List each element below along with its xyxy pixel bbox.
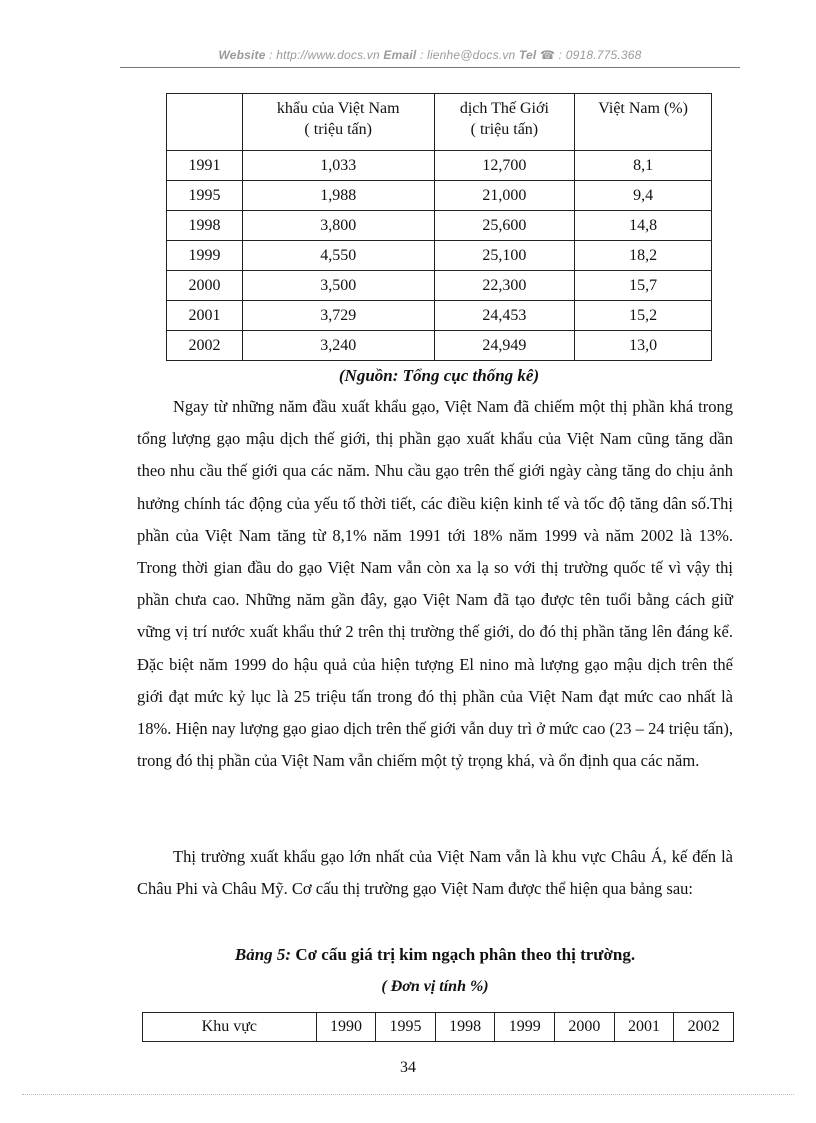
value-cell: 9,4 [575, 181, 712, 211]
table-5-caption [137, 945, 733, 965]
table-row [167, 331, 712, 361]
table-row [167, 151, 712, 181]
email-address[interactable]: : lienhe@docs.vn [416, 48, 519, 62]
rice-export-share-table [166, 93, 712, 361]
year-cell: 1991 [167, 151, 243, 181]
year-header-cell: 2000 [555, 1013, 615, 1042]
value-cell: 13,0 [575, 331, 712, 361]
table-5-title: Cơ cấu giá trị kim ngạch phân theo thị trường. [291, 945, 636, 964]
value-cell: 3,800 [242, 211, 434, 241]
year-header-cell: 2002 [674, 1013, 734, 1042]
table-header-row [143, 1013, 734, 1042]
value-cell: 24,949 [434, 331, 575, 361]
tel-label: Tel ☎ [518, 48, 556, 62]
table-row [167, 271, 712, 301]
table-header-cell [167, 94, 243, 151]
value-cell: 21,000 [434, 181, 575, 211]
table-5-label: Bảng 5: [234, 945, 292, 964]
year-header-cell: 1998 [435, 1013, 495, 1042]
value-cell: 22,300 [434, 271, 575, 301]
value-cell: 15,7 [575, 271, 712, 301]
year-cell: 1995 [167, 181, 243, 211]
table-header-row [167, 94, 712, 151]
body-paragraph-1 [137, 391, 733, 777]
table-row [167, 211, 712, 241]
value-cell: 3,729 [242, 301, 434, 331]
value-cell: 8,1 [575, 151, 712, 181]
paragraph-text: Ngay từ những năm đầu xuất khẩu gạo, Việt Nam đã chiếm một thị phần khá trong tổng lượng gạo mậu dịch thế giới, thị phần gạo xuất khẩu của Việt Nam cũng tăng dần theo nhu cầu thế giới qua các năm. Nhu cầu gạo trên thế giới ngày càng tăng do chịu ảnh hưởng chính tác động của yếu tố thời tiết, các điều kiện kinh tế và tốc độ tăng dân số.Thị phần của Việt Nam tăng từ 8,1% năm 1991 tới 18% năm 1999 và năm 2002 là 13%. Trong thời gian đầu do gạo Việt Nam vẫn còn xa lạ so với thị trường quốc tế vì vậy thị phần chưa cao. Những năm gần đây, gạo Việt Nam đã tạo được tên tuổi bằng cách giữ vững vị trí nước xuất khẩu thứ 2 trên thị trường thế giới, do đó thị phần tăng lên đáng kể. Đặc biệt năm 1999 do hậu quả của hiện tượng El nino mà lượng gạo mậu dịch trên thế giới đạt mức kỷ lục là 25 triệu tấn trong đó thị phần của Việt Nam đạt mức cao nhất là 18%. Hiện nay lượng gạo giao dịch trên thế giới vẫn duy trì ở mức cao (23 – 24 triệu tấn), trong đó thị phần của Việt Nam vẫn chiếm một tỷ trọng khá, và ổn định qua các năm. [137, 397, 733, 771]
value-cell: 3,500 [242, 271, 434, 301]
value-cell: 18,2 [575, 241, 712, 271]
body-paragraph-2 [137, 841, 733, 905]
year-cell: 2002 [167, 331, 243, 361]
year-cell: 2001 [167, 301, 243, 331]
table-header-cell: Việt Nam (%) [575, 94, 712, 151]
table-row [167, 301, 712, 331]
value-cell: 25,600 [434, 211, 575, 241]
region-header-cell: Khu vực [143, 1013, 317, 1042]
header-divider [120, 67, 740, 68]
table-header-cell: khẩu của Việt Nam ( triệu tấn) [242, 94, 434, 151]
value-cell: 3,240 [242, 331, 434, 361]
year-cell: 1999 [167, 241, 243, 271]
value-cell: 1,033 [242, 151, 434, 181]
table-5-unit: ( Đơn vị tính %) [381, 978, 489, 995]
website-url[interactable]: : http://www.docs.vn [265, 48, 384, 62]
year-header-cell: 1999 [495, 1013, 555, 1042]
value-cell: 25,100 [434, 241, 575, 271]
value-cell: 12,700 [434, 151, 575, 181]
year-header-cell: 1995 [376, 1013, 436, 1042]
table-header-cell: dịch Thế Giới ( triệu tấn) [434, 94, 575, 151]
tel-number: : 0918.775.368 [555, 48, 642, 62]
table-row [167, 241, 712, 271]
market-structure-table [142, 1012, 734, 1042]
paragraph-text: Thị trường xuất khẩu gạo lớn nhất của Việt Nam vẫn là khu vực Châu Á, kế đến là Châu Phi và Châu Mỹ. Cơ cấu thị trường gạo Việt Nam được thể hiện qua bảng sau: [137, 847, 733, 899]
value-cell: 15,2 [575, 301, 712, 331]
website-label: Website [218, 48, 266, 62]
value-cell: 1,988 [242, 181, 434, 211]
email-label: Email [383, 48, 417, 62]
year-header-cell: 2001 [614, 1013, 674, 1042]
footer-divider [22, 1094, 794, 1095]
table-row [167, 181, 712, 211]
value-cell: 24,453 [434, 301, 575, 331]
value-cell: 14,8 [575, 211, 712, 241]
year-header-cell: 1990 [316, 1013, 376, 1042]
year-cell: 2000 [167, 271, 243, 301]
page-header [110, 48, 750, 62]
table-source-note: (Nguồn: Tổng cục thống kê) [338, 366, 540, 385]
page-number: 34 [400, 1059, 416, 1076]
year-cell: 1998 [167, 211, 243, 241]
value-cell: 4,550 [242, 241, 434, 271]
